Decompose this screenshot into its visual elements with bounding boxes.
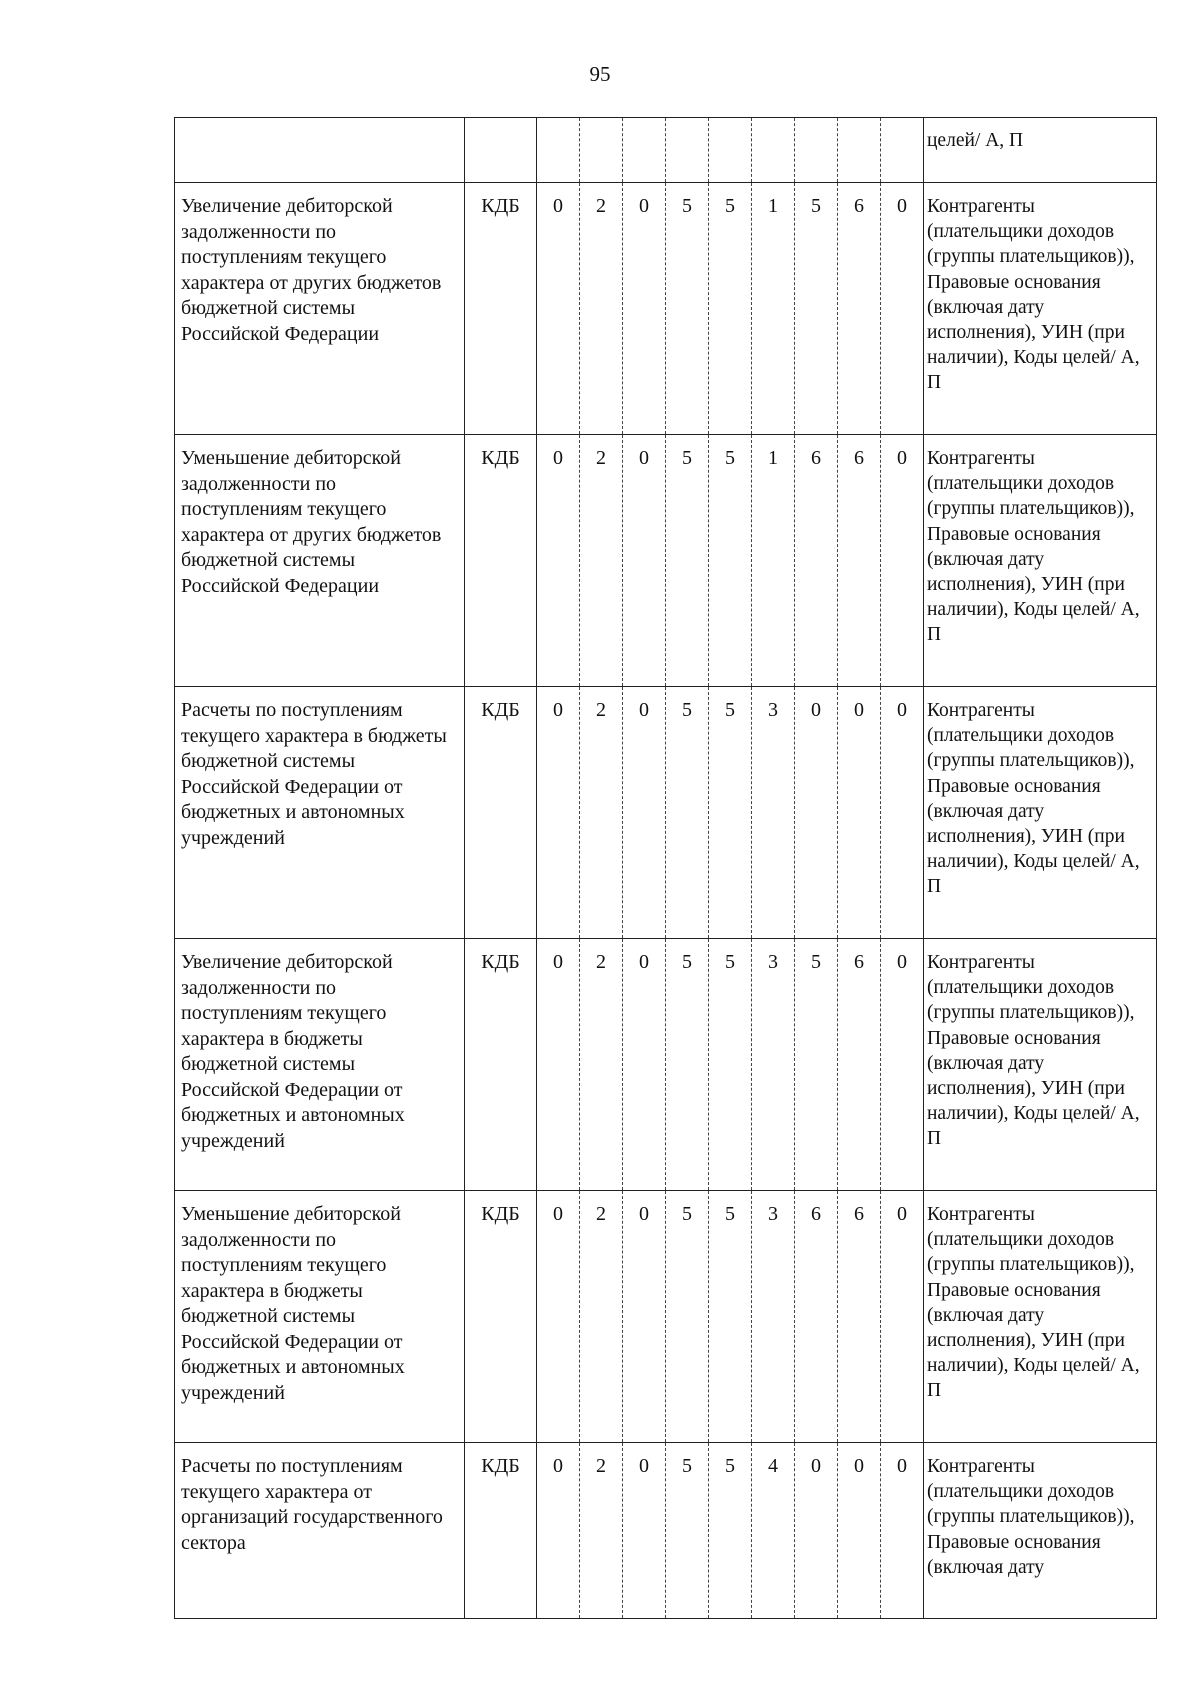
digit-cell: 0 (537, 687, 580, 939)
digit-cell (623, 118, 666, 183)
digit-cell: 5 (795, 183, 838, 435)
digit-cell: 0 (881, 687, 924, 939)
digit-cell: 3 (752, 687, 795, 939)
digit-cell: 5 (666, 1191, 709, 1443)
digit-cell: 5 (666, 183, 709, 435)
digit-cell: 2 (580, 1191, 623, 1443)
digit-cell: 0 (881, 939, 924, 1191)
digit-cell: 5 (666, 687, 709, 939)
analytics-details-cell: Контрагенты (плательщики доходов (группы плательщиков)), Правовые основания (включая дату исполнения), УИН (при наличии), Коды целей/ А, П (924, 1191, 1157, 1443)
account-name-cell: Увеличение дебиторской задолженности по поступлениям текущего характера в бюджеты бюджетной системы Российской Федерации от бюджетных и автономных учреждений (175, 939, 465, 1191)
digit-cell: 0 (537, 1443, 580, 1619)
digit-cell: 6 (838, 183, 881, 435)
digit-cell: 0 (881, 435, 924, 687)
page-number: 95 (589, 62, 611, 86)
accounts-table (174, 117, 1157, 1619)
digit-cell: 0 (623, 1443, 666, 1619)
digit-cell: 5 (666, 1443, 709, 1619)
table-row (175, 435, 1157, 687)
digit-cell: 5 (709, 1443, 752, 1619)
digit-cell: 0 (881, 1443, 924, 1619)
kdb-cell: КДБ (465, 939, 537, 1191)
kdb-cell: КДБ (465, 1443, 537, 1619)
digit-cell: 0 (881, 1191, 924, 1443)
digit-cell: 5 (666, 939, 709, 1191)
kdb-cell: КДБ (465, 687, 537, 939)
digit-cell: 6 (795, 435, 838, 687)
digit-cell: 6 (838, 939, 881, 1191)
digit-cell: 2 (580, 183, 623, 435)
digit-cell: 0 (623, 687, 666, 939)
analytics-details-cell: Контрагенты (плательщики доходов (группы плательщиков)), Правовые основания (включая дату исполнения), УИН (при наличии), Коды целей/ А, П (924, 939, 1157, 1191)
analytics-details-cell: Контрагенты (плательщики доходов (группы плательщиков)), Правовые основания (включая дату исполнения), УИН (при наличии), Коды целей/ А, П (924, 183, 1157, 435)
table-row-continuation (175, 118, 1157, 183)
account-name-cell: Расчеты по поступлениям текущего характера от организаций государственного сектора (175, 1443, 465, 1619)
digit-cell: 1 (752, 183, 795, 435)
kdb-cell: КДБ (465, 1191, 537, 1443)
kdb-cell: КДБ (465, 435, 537, 687)
digit-cell: 5 (795, 939, 838, 1191)
digit-cell: 0 (537, 183, 580, 435)
table-row (175, 183, 1157, 435)
kdb-cell: КДБ (465, 183, 537, 435)
kdb-cell (465, 118, 537, 183)
digit-cell: 1 (752, 435, 795, 687)
digit-cell: 6 (795, 1191, 838, 1443)
digit-cell (537, 118, 580, 183)
digit-cell: 3 (752, 1191, 795, 1443)
digit-cell: 4 (752, 1443, 795, 1619)
analytics-details-cell: Контрагенты (плательщики доходов (группы плательщиков)), Правовые основания (включая дату исполнения), УИН (при наличии), Коды целей/ А, П (924, 687, 1157, 939)
digit-cell: 5 (709, 435, 752, 687)
digit-cell (709, 118, 752, 183)
digit-cell: 6 (838, 1191, 881, 1443)
digit-cell: 3 (752, 939, 795, 1191)
digit-cell: 0 (623, 435, 666, 687)
digit-cell (752, 118, 795, 183)
digit-cell: 0 (537, 435, 580, 687)
digit-cell: 2 (580, 1443, 623, 1619)
digit-cell (881, 118, 924, 183)
digit-cell (838, 118, 881, 183)
table-row (175, 687, 1157, 939)
account-name-cell: Увеличение дебиторской задолженности по поступлениям текущего характера от других бюджетов бюджетной системы Российской Федерации (175, 183, 465, 435)
digit-cell: 2 (580, 939, 623, 1191)
digit-cell: 5 (709, 183, 752, 435)
digit-cell: 0 (623, 1191, 666, 1443)
digit-cell: 6 (838, 435, 881, 687)
account-name-cell: Расчеты по поступлениям текущего характера в бюджеты бюджетной системы Российской Федерации от бюджетных и автономных учреждений (175, 687, 465, 939)
digit-cell (795, 118, 838, 183)
account-name-cell (175, 118, 465, 183)
digit-cell: 0 (795, 687, 838, 939)
digit-cell: 0 (623, 939, 666, 1191)
analytics-details-cell: целей/ А, П (924, 118, 1157, 183)
digit-cell (580, 118, 623, 183)
digit-cell: 0 (537, 939, 580, 1191)
digit-cell: 2 (580, 687, 623, 939)
digit-cell: 0 (838, 687, 881, 939)
digit-cell: 5 (709, 1191, 752, 1443)
digit-cell: 0 (795, 1443, 838, 1619)
analytics-details-cell: Контрагенты (плательщики доходов (группы плательщиков)), Правовые основания (включая дату исполнения), УИН (при наличии), Коды целей/ А, П (924, 435, 1157, 687)
account-name-cell: Уменьшение дебиторской задолженности по поступлениям текущего характера от других бюджетов бюджетной системы Российской Федерации (175, 435, 465, 687)
digit-cell: 0 (838, 1443, 881, 1619)
digit-cell (666, 118, 709, 183)
digit-cell: 0 (623, 183, 666, 435)
digit-cell: 0 (537, 1191, 580, 1443)
digit-cell: 2 (580, 435, 623, 687)
account-name-cell: Уменьшение дебиторской задолженности по поступлениям текущего характера в бюджеты бюджетной системы Российской Федерации от бюджетных и автономных учреждений (175, 1191, 465, 1443)
table-row (175, 1443, 1157, 1619)
digit-cell: 5 (709, 939, 752, 1191)
table-row (175, 1191, 1157, 1443)
analytics-details-cell: Контрагенты (плательщики доходов (группы плательщиков)), Правовые основания (включая дату (924, 1443, 1157, 1619)
digit-cell: 5 (666, 435, 709, 687)
digit-cell: 5 (709, 687, 752, 939)
digit-cell: 0 (881, 183, 924, 435)
table-row (175, 939, 1157, 1191)
